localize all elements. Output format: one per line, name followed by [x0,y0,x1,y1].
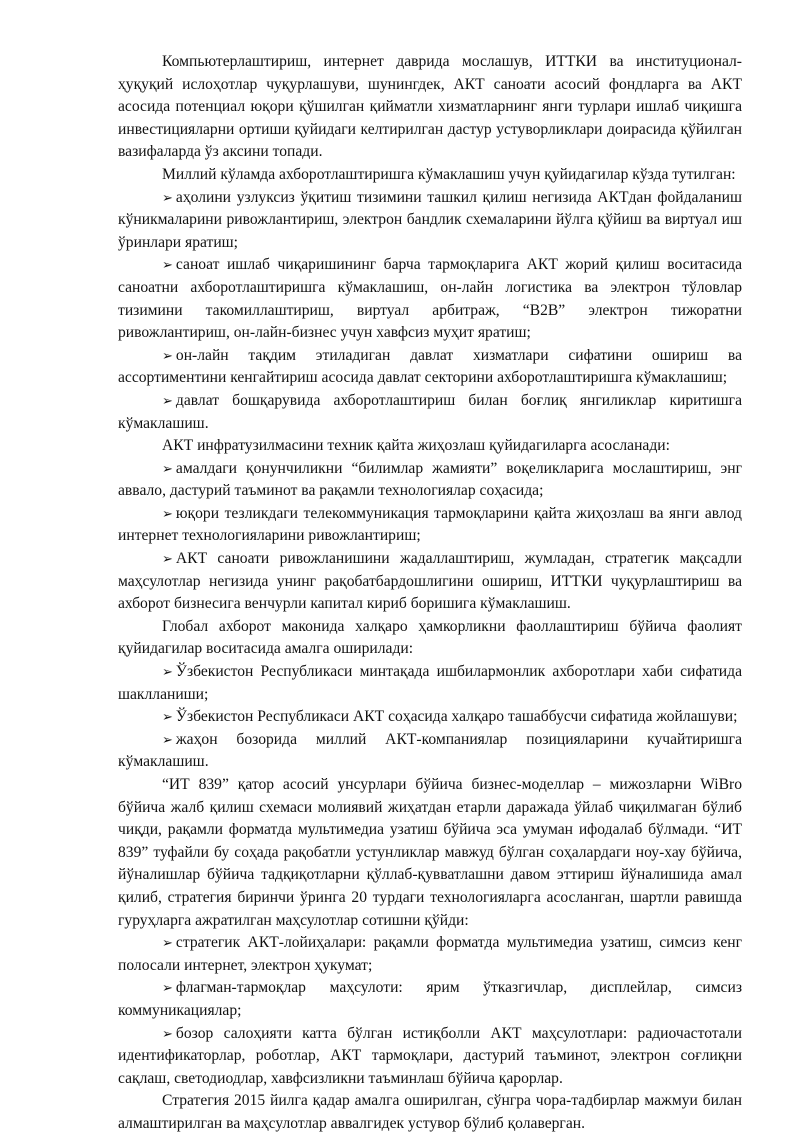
paragraph-text: “ИТ 839” қатор асосий унсурлари бўйича бизнес-моделлар – мижозларни WiBro бўйича жалб қилиш схемаси молиявий жиҳатдан етарли даражада ўйлаб чиқилмаган бўлиб чиқди, рақамли форматда мультимедиа узатиш бўйича эса умуман ифодалаб бўлмади. “ИТ 839” туфайли бу соҳада рақобатли устунликлар мавжуд бўлган соҳалардаги ноу-хау бўйича, йўналишлар бўйича тадқиқотларни қўллаб-қувватлашни давом эттириш йўналишида амал қилиб, стратегия биринчи ўринга 20 турдаги технологияларга асосланган, шартли равишда гуруҳларга ажратилган маҳсулотлар сотишни қўйди: [118,776,742,929]
arrow-bullet-icon: ➢ [162,392,173,408]
bullet-item [118,458,742,503]
bullet-item [118,345,742,390]
arrow-bullet-icon: ➢ [162,505,173,521]
bullet-item [118,729,742,774]
paragraph-text: Ўзбекистон Республикаси минтақада ишбилармонлик ахборотлари хаби сифатида шаклланиши; [118,663,742,703]
bullet-item [118,254,742,344]
arrow-bullet-icon: ➢ [162,257,173,273]
arrow-bullet-icon: ➢ [162,980,173,996]
paragraph [118,774,742,932]
bullet-item [118,661,742,706]
paragraph [118,51,742,164]
paragraph [118,164,742,187]
paragraph-text: Стратегия 2015 йилга қадар амалга оширилган, сўнгра чора-тадбирлар мажмуи билан алмаштирилган ва маҳсулотлар аввалгидек устувор бўлиб қолаверган. [118,1092,742,1132]
bullet-item [118,548,742,616]
bullet-item [118,932,742,977]
arrow-bullet-icon: ➢ [162,347,173,363]
paragraph-text: Миллий кўламда ахборотлаштиришга кўмаклашиш учун қуйидагилар кўзда тутилган: [162,165,736,183]
paragraph [118,616,742,661]
paragraph [118,1090,742,1135]
paragraph [118,435,742,458]
paragraph-text: АКТ инфратузилмасини техник қайта жиҳозлаш қуйидагиларга асосланади: [162,437,670,455]
bullet-item [118,1023,742,1091]
arrow-bullet-icon: ➢ [162,709,173,725]
arrow-bullet-icon: ➢ [162,460,173,476]
paragraph-text: давлат бошқарувида ахборотлаштириш билан боғлиқ янгиликлар киритишга кўмаклашиш. [118,391,742,432]
bullet-item [118,503,742,548]
paragraph-text: аҳолини узлуксиз ўқитиш тизимини ташкил қилиш негизида АКТдан фойдаланиш кўникмаларини ривожлантириш, электрон бандлик схемаларини йўлга қўйиш ва виртуал иш ўринлари яратиш; [118,188,742,251]
arrow-bullet-icon: ➢ [162,935,173,951]
paragraph-text: Глобал ахборот маконида халқаро ҳамкорликни фаоллаштириш бўйича фаолият қуйидагилар воситасида амалга оширилади: [118,617,742,658]
paragraph-text: Ўзбекистон Республикаси АКТ соҳасида халқаро ташаббусчи сифатида жойлашуви; [175,708,738,726]
paragraph-text: Компьютерлаштириш, интернет даврида мослашув, ИТТКИ ва институционал-ҳуқуқий ислоҳотлар чуқурлашуви, шунингдек, АКТ саноати асосий фондларга ва АКТ асосида потенциал юқори қўшилган қийматли хизматларнинг янги турлари ишлаб чиқишга инвестицияларни ортиши қуйидаги келтирилган дастур устуворликлари доирасида қўйилган вазифаларда ўз аксини топади. [118,53,742,161]
paragraph-text: амалдаги қонунчиликни “билимлар жамияти” воқеликларига мослаштириш, энг аввало, дастурий таъминот ва рақамли технологиялар соҳасида; [118,459,742,500]
paragraph-text: стратегик АКТ-лойиҳалари: рақамли форматда мультимедиа узатиш, симсиз кенг полосали интернет, электрон ҳукумат; [118,934,742,974]
paragraph-text: жаҳон бозорида миллий АКТ-компаниялар позицияларини кучайтиришга кўмаклашиш. [118,730,742,771]
document-page [118,51,742,1136]
paragraph-text: юқори тезликдаги телекоммуникация тармоқларини қайта жиҳозлаш ва янги авлод интернет технологияларини ривожлантириш; [118,504,742,545]
paragraph-text: он-лайн тақдим этиладиган давлат хизматлари сифатини ошириш ва ассортиментини кенгайтириш асосида давлат секторини ахборотлаштиришга кўмаклашиш; [118,346,742,387]
arrow-bullet-icon: ➢ [162,551,173,567]
paragraph-text: АКТ саноати ривожланишини жадаллаштириш, жумладан, стратегик мақсадли маҳсулотлар негизида унинг рақобатбардошлигини ошириш, ИТТКИ чуқурлаштириш ва ахборот бизнесига венчурли капитал кириб боришига кўмаклашиш. [118,550,742,613]
paragraph-text: флагман-тармоқлар маҳсулоти: ярим ўтказгичлар, дисплейлар, симсиз коммуникациялар; [118,979,742,1019]
arrow-bullet-icon: ➢ [162,731,173,747]
bullet-item [118,706,742,729]
arrow-bullet-icon: ➢ [162,1025,173,1041]
arrow-bullet-icon: ➢ [162,189,173,205]
paragraph-text: бозор салоҳияти катта бўлган истиқболли АКТ маҳсулотлари: радиочастотали идентификаторлар, роботлар, АКТ тармоқлари, дастурий таъминот, электрон соғлиқни сақлаш, светодиодлар, хавфсизликни таъминлаш бўйича қарорлар. [118,1024,742,1087]
bullet-item [118,977,742,1022]
bullet-item [118,187,742,255]
paragraph-text: саноат ишлаб чиқаришининг барча тармоқларига АКТ жорий қилиш воситасида саноатни ахборотлаштиришга кўмаклашиш, он-лайн логистика ва электрон тўловлар тизимини такомиллаштириш, виртуал арбитраж, “B2B” электрон тижоратни ривожлантириш, он-лайн-бизнес учун хавфсиз муҳит яратиш; [118,256,742,342]
bullet-item [118,390,742,435]
arrow-bullet-icon: ➢ [162,664,173,680]
